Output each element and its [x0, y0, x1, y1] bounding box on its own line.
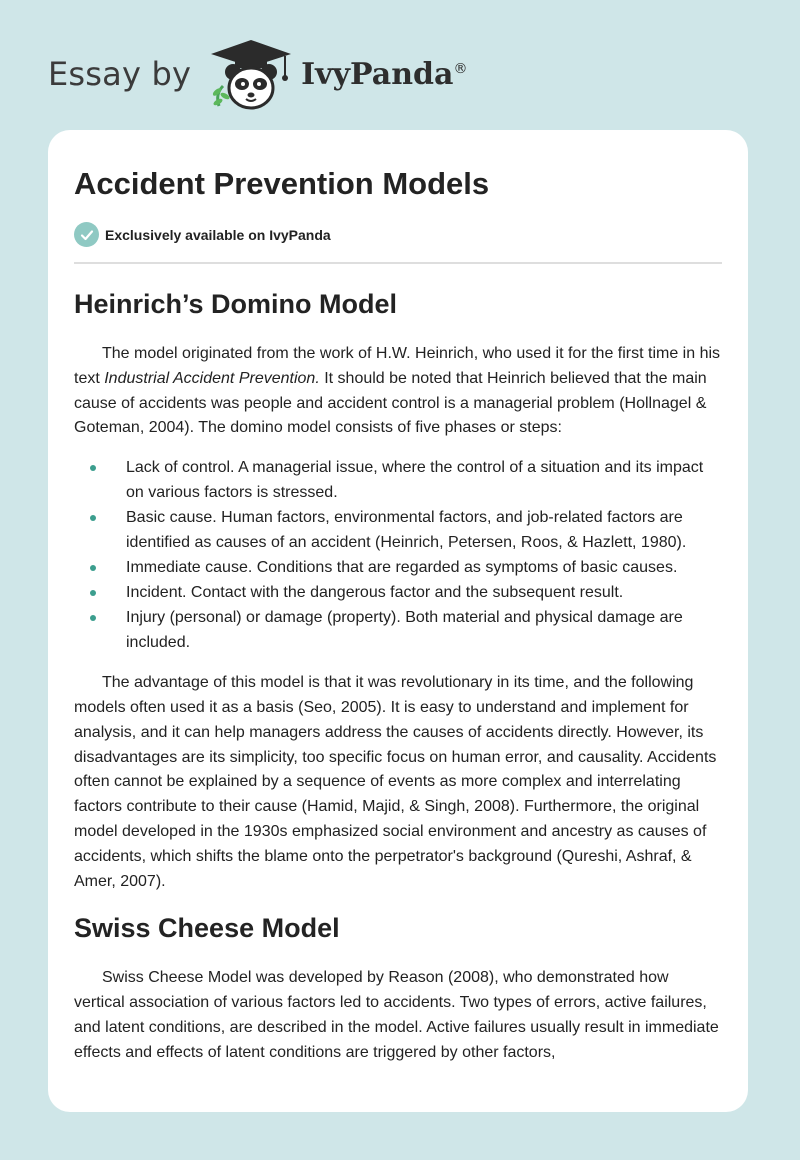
exclusive-badge: [74, 222, 722, 247]
list-item: Immediate cause. Conditions that are regarded as symptoms of basic causes.: [126, 555, 722, 580]
check-icon: [74, 222, 99, 247]
intro-paragraph: The model originated from the work of H.W. Heinrich, who used it for the first time in his text Industrial Accident Prevention. It should be noted that Heinrich believed that the main cause of accidents was people and accident control is a managerial problem (Hollnagel & Goteman, 2004). The domino model consists of five phases or steps:: [74, 345, 721, 437]
section-heading-swiss-cheese: Swiss Cheese Model: [74, 913, 340, 944]
list-item: Injury (personal) or damage (property). Both material and physical damage are included.: [126, 605, 722, 655]
site-header: [48, 34, 467, 114]
panda-logo-icon[interactable]: [205, 36, 297, 112]
section-heading-domino: Heinrich’s Domino Model: [74, 289, 398, 319]
divider: [74, 262, 722, 264]
domino-phases-list: [74, 455, 722, 655]
swiss-cheese-paragraph: Swiss Cheese Model was developed by Reason (2008), who demonstrated how vertical association of various factors led to accidents. Two types of errors, active failures, and latent conditions, are described in the model. Active failures usually result in immediate effects and effects of latent conditions are triggered by other factors,: [74, 969, 719, 1061]
list-item: Incident. Contact with the dangerous factor and the subsequent result.: [126, 580, 722, 605]
analysis-paragraph: The advantage of this model is that it was revolutionary in its time, and the following models often used it as a basis (Seo, 2005). It is easy to understand and implement for analysis, and it can help managers address the causes of accidents directly. However, its disadvantages are its simplicity, too specific focus on human error, and causality. Accidents often cannot be explained by a sequence of events as more complex and interrelating factors contribute to their cause (Hamid, Majid, & Singh, 2008). Furthermore, the original model developed in the 1930s emphasized social environment and ancestry as causes of accidents, which shifts the blame onto the perpetrator's background (Qureshi, Ashraf, & Amer, 2007).: [74, 674, 717, 890]
book-title: Industrial Accident Prevention.: [104, 369, 320, 387]
list-item: Basic cause. Human factors, environmental factors, and job-related factors are identified as causes of an accident (Heinrich, Petersen, Roos, & Hazlett, 1980).: [126, 505, 722, 555]
list-item: Lack of control. A managerial issue, where the control of a situation and its impact on various factors is stressed.: [126, 455, 722, 505]
article-card: [48, 130, 748, 1112]
page-title: Accident Prevention Models: [74, 166, 490, 201]
badge-text: Exclusively available on IvyPanda: [105, 226, 331, 243]
registered-mark: ®: [453, 60, 468, 77]
brand-name[interactable]: IvyPanda®: [301, 56, 468, 92]
essay-by-label: Essay by: [48, 55, 192, 93]
